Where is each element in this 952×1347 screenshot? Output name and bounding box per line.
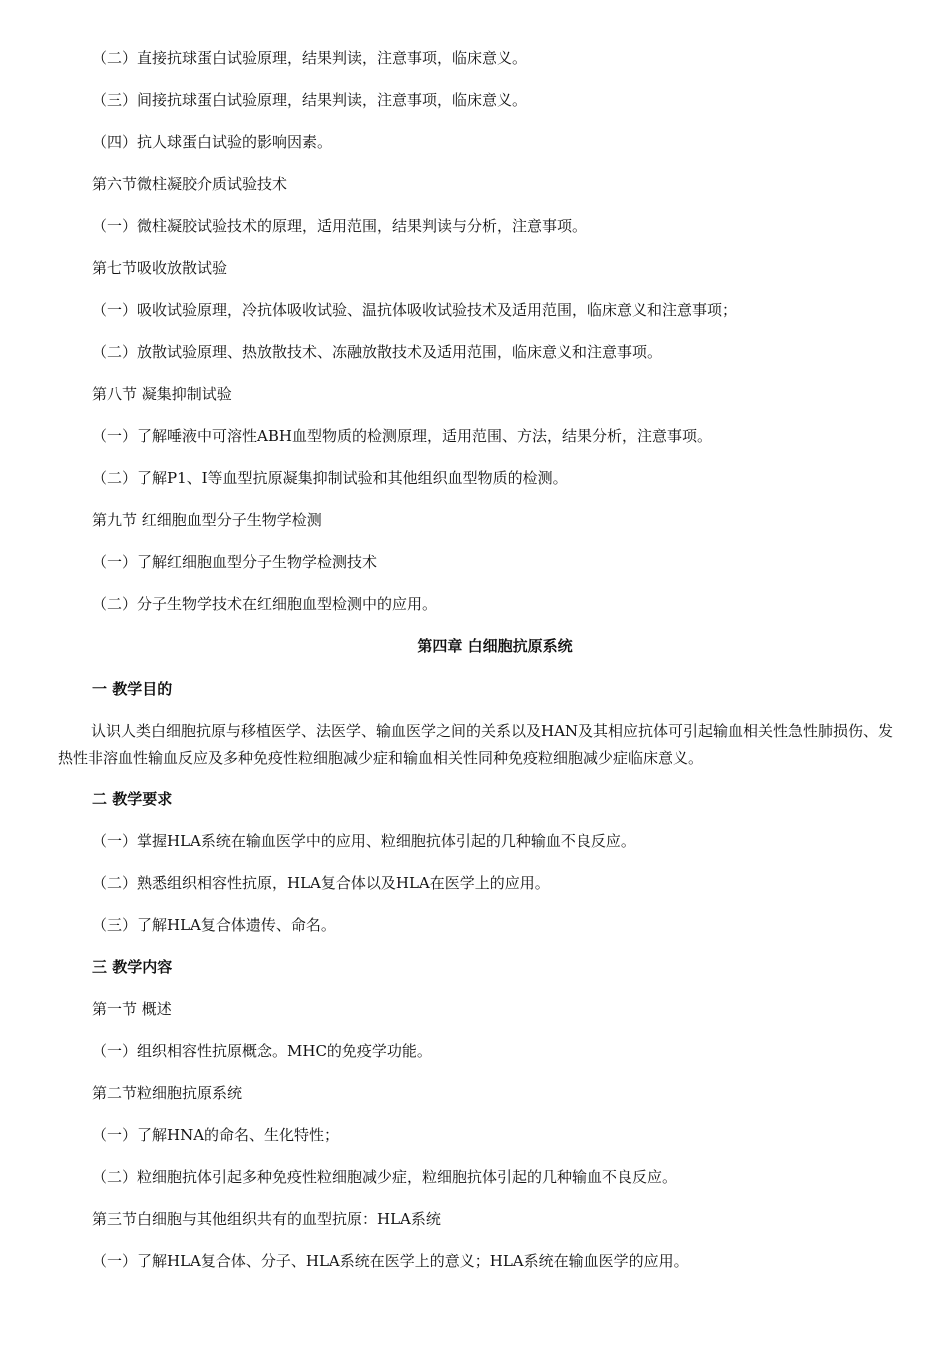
section-heading: 二 教学要求 bbox=[92, 790, 173, 808]
section-heading: 一 教学目的 bbox=[92, 680, 173, 698]
section-heading: 第九节 红细胞血型分子生物学检测 bbox=[92, 511, 322, 529]
list-item: （二）粒细胞抗体引起多种免疫性粒细胞减少症，粒细胞抗体引起的几种输血不良反应。 bbox=[92, 1168, 678, 1186]
list-item: （二）分子生物学技术在红细胞血型检测中的应用。 bbox=[92, 595, 438, 613]
list-item: （二）直接抗球蛋白试验原理，结果判读，注意事项，临床意义。 bbox=[92, 49, 528, 67]
section-heading: 第三节白细胞与其他组织共有的血型抗原：HLA系统 bbox=[92, 1210, 441, 1228]
list-item: （二）熟悉组织相容性抗原，HLA复合体以及HLA在医学上的应用。 bbox=[92, 874, 550, 892]
section-heading: 第六节微柱凝胶介质试验技术 bbox=[92, 175, 288, 193]
list-item: （四）抗人球蛋白试验的影响因素。 bbox=[92, 133, 333, 151]
list-item: （一）了解HNA的命名、生化特性； bbox=[92, 1126, 340, 1144]
section-heading: 第二节粒细胞抗原系统 bbox=[92, 1084, 243, 1102]
list-item: （三）间接抗球蛋白试验原理，结果判读，注意事项，临床意义。 bbox=[92, 91, 528, 109]
list-item: （一）组织相容性抗原概念。MHC的免疫学功能。 bbox=[92, 1042, 432, 1060]
section-heading: 第一节 概述 bbox=[92, 1000, 172, 1018]
list-item: （一）了解红细胞血型分子生物学检测技术 bbox=[92, 553, 378, 571]
list-item: （一）了解唾液中可溶性ABH血型物质的检测原理，适用范围、方法，结果分析，注意事项。 bbox=[92, 427, 712, 445]
section-heading: 第七节吸收放散试验 bbox=[92, 259, 228, 277]
list-item: （一）了解HLA复合体、分子、HLA系统在医学上的意义；HLA系统在输血医学的应用。 bbox=[92, 1252, 689, 1270]
section-heading: 三 教学内容 bbox=[92, 958, 173, 976]
list-item: （一）掌握HLA系统在输血医学中的应用、粒细胞抗体引起的几种输血不良反应。 bbox=[92, 832, 636, 850]
list-item: （二）了解P1、I等血型抗原凝集抑制试验和其他组织血型物质的检测。 bbox=[92, 469, 568, 487]
paragraph: 认识人类白细胞抗原与移植医学、法医学、输血医学之间的关系以及HAN及其相应抗体可引起输血相关性急性肺损伤、发热性非溶血性输血反应及多种免疫性粒细胞减少症和输血相关性同种免疫粒细胞减少症临床意义。 bbox=[58, 722, 894, 767]
list-item: （三）了解HLA复合体遗传、命名。 bbox=[92, 916, 336, 934]
list-item: （二）放散试验原理、热放散技术、冻融放散技术及适用范围，临床意义和注意事项。 bbox=[92, 343, 663, 361]
list-item: （一）微柱凝胶试验技术的原理，适用范围，结果判读与分析，注意事项。 bbox=[92, 217, 588, 235]
chapter-title: 第四章 白细胞抗原系统 bbox=[417, 637, 573, 655]
list-item: （一）吸收试验原理，冷抗体吸收试验、温抗体吸收试验技术及适用范围，临床意义和注意事项； bbox=[92, 301, 738, 319]
section-heading: 第八节 凝集抑制试验 bbox=[92, 385, 232, 403]
